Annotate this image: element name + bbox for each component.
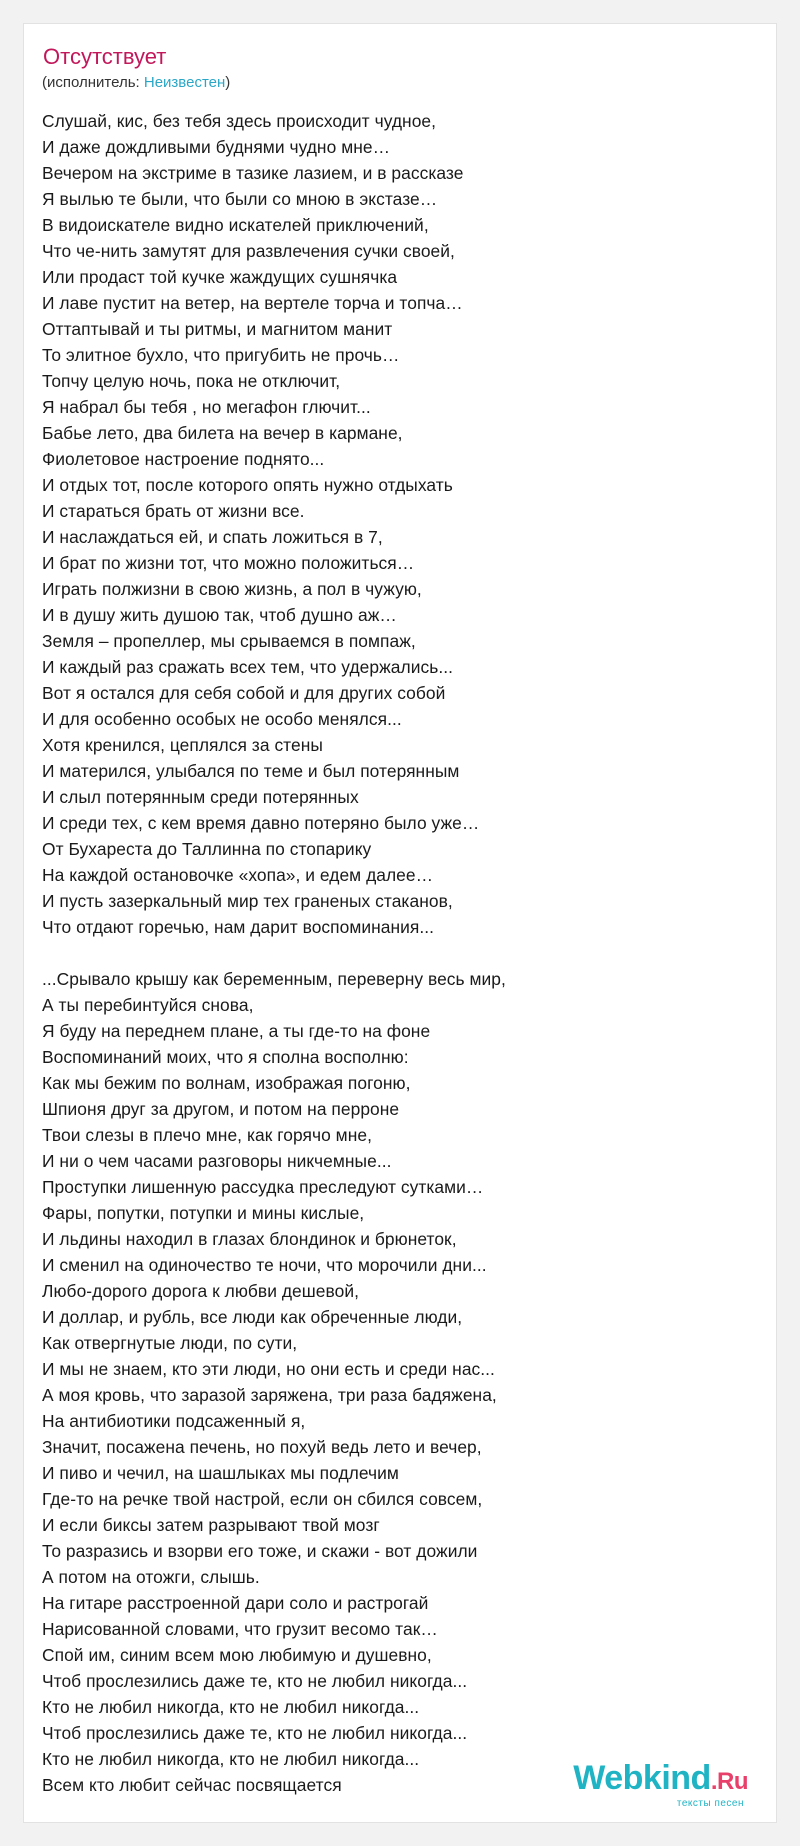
lyric-line: И пусть зазеркальный мир тех граненых стаканов, <box>42 891 453 911</box>
artist-link[interactable]: Неизвестен <box>143 74 226 91</box>
lyric-line: Я набрал бы тебя , но мегафон глючит... <box>42 397 371 417</box>
lyrics-text <box>42 108 756 1798</box>
stanza-gap <box>42 940 756 966</box>
artist-prefix: (исполнитель: <box>42 74 144 91</box>
lyric-line: Хотя кренился, цеплялся за стены <box>42 735 323 755</box>
logo-tld: .Ru <box>710 1768 748 1795</box>
lyric-line: И в душу жить душою так, чтоб душно аж… <box>42 605 397 625</box>
lyric-line: То разразись и взорви его тоже, и скажи - вот дожили <box>42 1541 478 1561</box>
lyric-line: Я буду на переднем плане, а ты где-то на фоне <box>42 1021 431 1041</box>
lyric-line: Спой им, синим всем мою любимую и душевно, <box>42 1645 432 1665</box>
lyric-line: На гитаре расстроенной дари соло и растрогай <box>42 1593 429 1613</box>
lyric-line: Фары, попутки, потупки и мины кислые, <box>42 1203 365 1223</box>
lyric-line: Играть полжизни в свою жизнь, а пол в чужую, <box>42 579 422 599</box>
lyric-line: И для особенно особых не особо менялся... <box>42 709 402 729</box>
lyric-line: И ни о чем часами разговоры никчемные... <box>42 1151 392 1171</box>
logo-wordmark <box>573 1758 748 1802</box>
lyric-line: И пиво и чечил, на шашлыках мы подлечим <box>42 1463 399 1483</box>
lyric-line: Вечером на экстриме в тазике лазием, и в рассказе <box>42 163 464 183</box>
lyric-line: Чтоб прослезились даже те, кто не любил никогда... <box>42 1671 468 1691</box>
lyric-line: Кто не любил никогда, кто не любил никогда... <box>42 1697 420 1717</box>
lyric-line: Шпионя друг за другом, и потом на перроне <box>42 1099 400 1119</box>
lyric-line: И если биксы затем разрывают твой мозг <box>42 1515 380 1535</box>
lyric-line: И даже дождливыми буднями чудно мне… <box>42 137 391 157</box>
lyric-line: И лаве пустит на ветер, на вертеле торча и топча… <box>42 293 463 313</box>
lyric-line: В видоискателе видно искателей приключений, <box>42 215 429 235</box>
lyric-line: И отдых тот, после которого опять нужно отдыхать <box>42 475 453 495</box>
lyric-line: Воспоминаний моих, что я сполна восполню: <box>42 1047 409 1067</box>
lyric-line: Что отдают горечью, нам дарит воспоминания... <box>42 917 435 937</box>
lyric-line: Кто не любил никогда, кто не любил никогда... <box>42 1749 420 1769</box>
lyric-line: Фиолетовое настроение поднято... <box>42 449 325 469</box>
lyrics-card <box>23 23 777 1823</box>
lyric-line: И льдины находил в глазах блондинок и брюнеток, <box>42 1229 457 1249</box>
verse-1 <box>42 108 756 940</box>
lyric-line: Земля – пропеллер, мы срываемся в помпаж, <box>42 631 416 651</box>
lyric-line: ...Срывало крышу как беременным, переверну весь мир, <box>42 969 506 989</box>
lyric-line: Любо-дорого дорога к любви дешевой, <box>42 1281 359 1301</box>
lyric-line: И слыл потерянным среди потерянных <box>42 787 359 807</box>
lyric-line: Проступки лишенную рассудка преследуют сутками… <box>42 1177 484 1197</box>
lyric-line: Как отвергнутые люди, по сути, <box>42 1333 298 1353</box>
lyric-line: Бабье лето, два билета на вечер в кармане, <box>42 423 403 443</box>
webkind-logo[interactable] <box>568 1758 748 1816</box>
lyric-line: Где-то на речке твой настрой, если он сбился совсем, <box>42 1489 483 1509</box>
verse-2 <box>42 966 756 1798</box>
lyric-line: И матерился, улыбался по теме и был потерянным <box>42 761 460 781</box>
lyric-line: Или продаст той кучке жаждущих сушнячка <box>42 267 398 287</box>
lyric-line: Как мы бежим по волнам, изображая погоню, <box>42 1073 411 1093</box>
lyric-line: На каждой остановочке «хопа», и едем далее… <box>42 865 434 885</box>
lyric-line: То элитное бухло, что пригубить не прочь… <box>42 345 400 365</box>
lyric-line: И среди тех, с кем время давно потеряно было уже… <box>42 813 480 833</box>
lyric-line: А ты перебинтуйся снова, <box>42 995 254 1015</box>
lyric-line: От Бухареста до Таллинна по стопарику <box>42 839 372 859</box>
lyric-line: И наслаждаться ей, и спать ложиться в 7, <box>42 527 383 547</box>
lyric-line: И брат по жизни тот, что можно положиться… <box>42 553 415 573</box>
lyric-line: Всем кто любит сейчас посвящается <box>42 1775 342 1795</box>
artist-suffix: ) <box>225 74 231 91</box>
lyric-line: А моя кровь, что заразой заряжена, три раза бадяжена, <box>42 1385 497 1405</box>
lyric-line: Слушай, кис, без тебя здесь происходит чудное, <box>42 111 437 131</box>
logo-tagline: тексты песен <box>676 1798 744 1809</box>
lyric-line: Твои слезы в плечо мне, как горячо мне, <box>42 1125 372 1145</box>
lyric-line: Значит, посажена печень, но похуй ведь лето и вечер, <box>42 1437 482 1457</box>
lyric-line: И доллар, и рубль, все люди как обреченные люди, <box>42 1307 463 1327</box>
lyric-line: И стараться брать от жизни все. <box>42 501 305 521</box>
lyric-line: Чтоб прослезились даже те, кто не любил никогда... <box>42 1723 468 1743</box>
lyric-line: Оттаптывай и ты ритмы, и магнитом манит <box>42 319 393 339</box>
lyric-line: Я вылью те были, что были со мною в экстазе… <box>42 189 438 209</box>
lyric-line: Что че-нить замутят для развлечения сучки своей, <box>42 241 455 261</box>
song-title: Отсутствует <box>43 44 167 69</box>
lyric-line: Топчу целую ночь, пока не отключит, <box>42 371 341 391</box>
lyric-line: На антибиотики подсаженный я, <box>42 1411 306 1431</box>
lyric-line: И сменил на одиночество те ночи, что морочили дни... <box>42 1255 487 1275</box>
lyric-line: А потом на отожги, слышь. <box>42 1567 260 1587</box>
artist-line <box>42 74 230 92</box>
lyric-line: И мы не знаем, кто эти люди, но они есть и среди нас... <box>42 1359 495 1379</box>
lyric-line: Нарисованной словами, что грузит весомо так… <box>42 1619 438 1639</box>
lyric-line: И каждый раз сражать всех тем, что удержались... <box>42 657 453 677</box>
lyric-line: Вот я остался для себя собой и для других собой <box>42 683 446 703</box>
logo-name: Webkind <box>573 1759 711 1797</box>
